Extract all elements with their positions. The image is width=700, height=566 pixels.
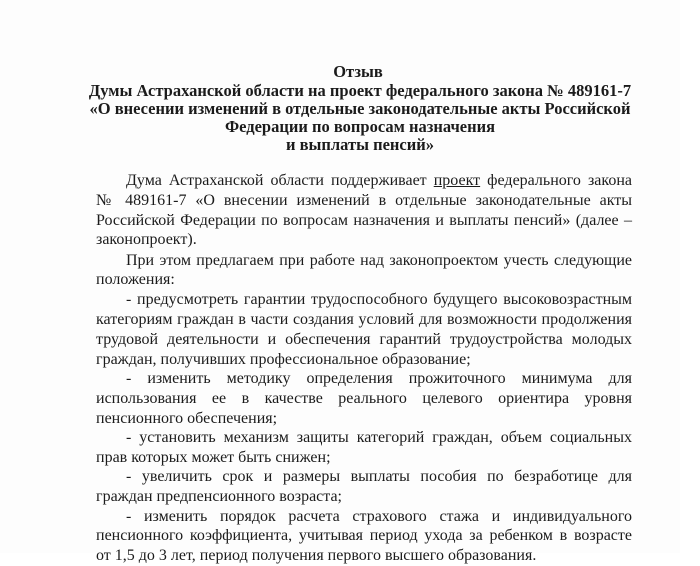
intro-line-2: № 489161-7 «О внесении изменений в отдельные законодательные акты [96, 192, 632, 209]
proposal-intro-line-1: При этом предлагаем при работе над законопроектом учесть следующие [126, 252, 632, 269]
bill-project-link[interactable]: проект [433, 172, 481, 189]
item1-line-2: категориям граждан в части создания условий для возможности продолжения [96, 311, 632, 328]
item2-line-3: пенсионного обеспечения; [96, 410, 278, 427]
item5-line-3: от 1,5 до 3 лет, период получения первого высшего образования. [96, 547, 537, 564]
document-subtitle-line-3: Федерации по вопросам назначения [224, 117, 496, 136]
intro-text-before-link: Дума Астраханской области поддерживает [126, 172, 434, 189]
document-title: Отзыв [333, 62, 383, 81]
item1-line-3: трудовой деятельности и обеспечения гарантий трудоустройства молодых [96, 331, 632, 348]
item5-line-1: - изменить порядок расчета страхового стажа и индивидуального [126, 508, 632, 525]
document-subtitle-line-2: «О внесении изменений в отдельные законодательные акты Российской [89, 99, 631, 118]
item3-line-2: прав которых может быть снижен; [96, 449, 331, 466]
proposal-intro-line-2: положения: [96, 271, 175, 288]
item2-line-2: использования ее в качестве реального целевого ориентира уровня [96, 390, 632, 407]
item1-line-1: - предусмотреть гарантии трудоспособного будущего высоковозрастным [126, 291, 632, 308]
intro-line-3: Российской Федерации по вопросам назначения и выплаты пенсий» (далее – [96, 212, 632, 229]
item5-line-2: пенсионного коэффициента, учитывая период ухода за ребенком в возрасте [96, 527, 632, 544]
item4-line-1: - увеличить срок и размеры выплаты пособия по безработице для [126, 468, 632, 485]
intro-line-1 [126, 171, 632, 191]
document-subtitle-line-4: и выплаты пенсий» [285, 135, 435, 154]
intro-line-4: законопроект). [96, 231, 197, 248]
intro-text-after-link: федерального закона [480, 172, 633, 189]
item4-line-2: граждан предпенсионного возраста; [96, 488, 342, 505]
document-subtitle-line-1: Думы Астраханской области на проект федерального закона № 489161-7 [88, 81, 632, 100]
item2-line-1: - изменить методику определения прожиточного минимума для [126, 370, 632, 387]
item1-line-4: граждан, получивших профессиональное образование; [96, 351, 471, 368]
item3-line-1: - установить механизм защиты категорий граждан, объем социальных [126, 429, 632, 446]
